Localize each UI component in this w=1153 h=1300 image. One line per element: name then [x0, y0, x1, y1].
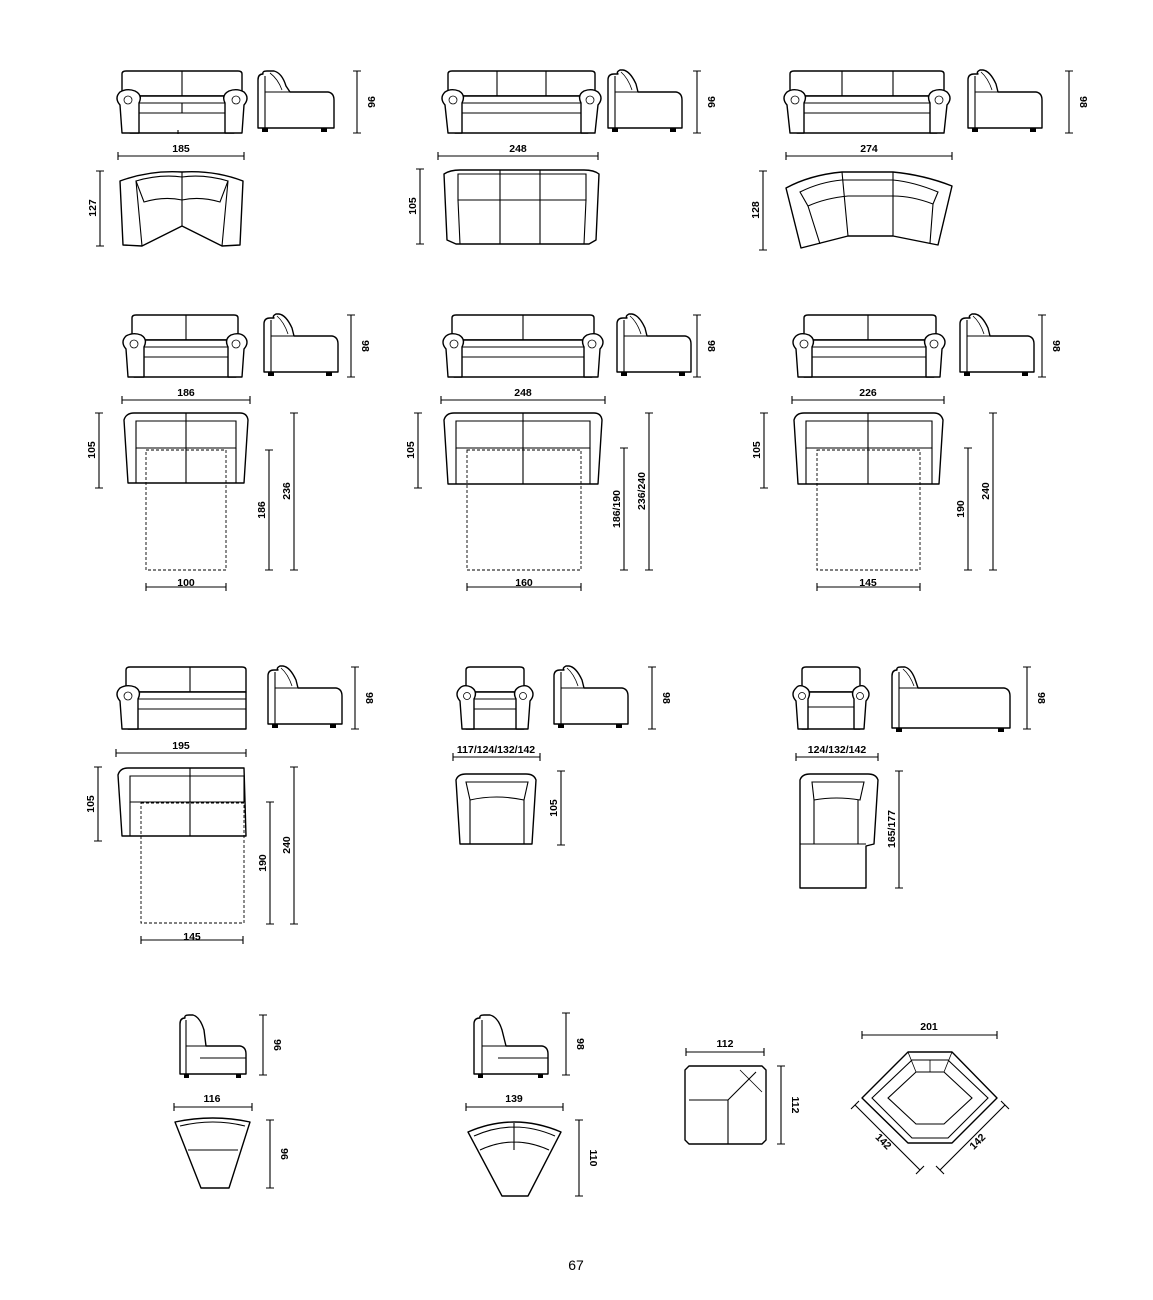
dim-height-5 — [693, 315, 717, 377]
dim-bed-width-6 — [817, 577, 920, 591]
dim-width-10 — [174, 1093, 252, 1111]
dim-bed-width-6-label: 145 — [859, 577, 877, 589]
sofa-274-front-view — [784, 71, 950, 133]
corner-112-top-view — [685, 1066, 766, 1144]
dim-width-12 — [686, 1038, 764, 1056]
dim-bed-len-5 — [611, 448, 628, 570]
dim-height-3 — [1065, 71, 1089, 133]
dim-height-7-label: 98 — [363, 692, 375, 704]
dim-height-7 — [351, 667, 375, 729]
armchair-side-view — [554, 666, 628, 728]
dim-bed-len-6 — [955, 448, 972, 570]
dim-width-11-label: 139 — [505, 1093, 523, 1105]
dim-width-5 — [441, 387, 605, 404]
sofabed-226-side-view — [960, 314, 1034, 376]
dim-total-len-6-label: 240 — [980, 482, 992, 500]
dim-width-6 — [792, 387, 944, 404]
dim-total-len-4-label: 236 — [281, 482, 293, 500]
dim-height-11-label: 98 — [574, 1038, 586, 1050]
sofabed-226-front-view — [793, 315, 945, 377]
dim-bed-width-4-label: 100 — [177, 577, 195, 589]
dim-depth-5-label: 105 — [405, 441, 417, 459]
dim-length-9 — [886, 771, 903, 888]
dim-depth-1-label: 127 — [87, 199, 99, 217]
dim-depth-2-label: 105 — [407, 197, 419, 215]
dim-width-11 — [466, 1093, 563, 1111]
sofabed-248-front-view — [443, 315, 603, 377]
sofa-185-front-view — [117, 71, 247, 134]
dim-depth-5 — [405, 413, 422, 488]
dim-width-2-label: 248 — [509, 143, 527, 155]
sofa-185-top-view — [120, 172, 243, 246]
dim-bed-len-4 — [256, 450, 273, 570]
dim-width-1-label: 185 — [172, 143, 190, 155]
dim-height-4-label: 98 — [359, 340, 371, 352]
chaise-front-view — [793, 667, 869, 729]
dim-depth-4-label: 105 — [86, 441, 98, 459]
dim-width-7 — [116, 740, 246, 757]
dim-width-2 — [438, 143, 598, 160]
dim-height-8-label: 98 — [660, 692, 672, 704]
dim-width-1 — [118, 143, 244, 160]
dim-width-8-label: 117/124/132/142 — [456, 744, 536, 756]
dim-depth-12-label: 112 — [789, 1096, 801, 1114]
dim-height-3-label: 98 — [1077, 96, 1089, 108]
sofabed-226-top-view — [794, 413, 943, 570]
dim-width-3 — [786, 143, 952, 160]
sofa-274-side-view — [968, 70, 1042, 132]
dim-width-6-label: 226 — [859, 387, 877, 399]
dim-depth-3 — [750, 171, 767, 250]
wedge-139-side-view — [474, 1015, 548, 1078]
dim-total-len-7 — [281, 767, 298, 924]
dim-height-4 — [347, 315, 371, 377]
dim-height-11 — [562, 1013, 586, 1075]
dim-depth-4 — [86, 413, 103, 488]
armchair-front-view — [457, 667, 533, 729]
dim-depth-10 — [266, 1120, 290, 1188]
sofa-248-front-view — [442, 71, 601, 133]
dim-total-len-7-label: 240 — [281, 836, 293, 854]
dim-bed-len-6-label: 190 — [955, 500, 967, 518]
dim-bed-len-7 — [257, 802, 274, 924]
page-number: 67 — [568, 1257, 584, 1273]
dim-depth-1 — [87, 171, 104, 246]
dim-height-6 — [1038, 315, 1062, 377]
dim-height-10 — [259, 1015, 283, 1075]
dim-depth-11 — [575, 1120, 599, 1196]
wedge-116-side-view — [180, 1015, 246, 1078]
dim-height-8 — [648, 667, 672, 729]
dim-height-10-label: 96 — [271, 1039, 283, 1051]
sofa-248-side-view — [608, 70, 682, 132]
dim-bed-len-7-label: 190 — [257, 854, 269, 872]
dim-height-2-label: 96 — [705, 96, 717, 108]
dim-depth-3-label: 128 — [750, 201, 762, 219]
chaise-side-view — [892, 667, 1010, 732]
dim-total-len-6 — [980, 413, 997, 570]
dim-height-2 — [693, 71, 717, 133]
sofabed-186-top-view — [124, 413, 248, 570]
armchair-top-view — [456, 774, 536, 844]
dim-width-12-label: 112 — [716, 1038, 734, 1050]
dim-depth-12 — [777, 1066, 801, 1144]
dim-height-5-label: 98 — [705, 340, 717, 352]
dim-width-9-label: 124/132/142 — [807, 744, 867, 756]
dim-width-9 — [796, 744, 878, 761]
dim-total-len-5 — [636, 413, 653, 570]
sofabed-186-side-view — [264, 314, 338, 376]
dim-total-len-4 — [281, 413, 298, 570]
dim-total-len-5-label: 236/240 — [636, 472, 648, 510]
dim-width-13-label: 201 — [920, 1021, 938, 1033]
wedge-139-top-view — [468, 1122, 561, 1196]
dim-side-a-13-label: 142 — [872, 1131, 894, 1153]
dim-bed-width-7-label: 145 — [183, 931, 201, 943]
dim-depth-10-label: 96 — [278, 1148, 290, 1160]
dim-length-9-label: 165/177 — [886, 810, 898, 848]
dim-bed-width-7 — [141, 931, 243, 944]
sofabed-195-top-view — [118, 768, 246, 923]
dim-height-1-label: 96 — [365, 96, 377, 108]
sofa-274-top-view — [786, 172, 952, 248]
dim-width-8 — [453, 744, 540, 761]
sofa-185-side-view — [258, 71, 334, 132]
dim-depth-2 — [407, 169, 424, 244]
dim-height-9 — [1023, 667, 1047, 729]
dim-depth-6-label: 105 — [751, 441, 763, 459]
dim-width-13 — [862, 1021, 997, 1039]
dim-depth-11-label: 110 — [587, 1149, 599, 1167]
dim-height-1 — [353, 71, 377, 133]
sofabed-186-front-view — [123, 315, 247, 377]
dim-width-5-label: 248 — [514, 387, 532, 399]
dim-width-4-label: 186 — [177, 387, 195, 399]
dim-bed-width-5-label: 160 — [515, 577, 533, 589]
sofabed-195-front-view — [117, 667, 246, 729]
dim-height-9-label: 98 — [1035, 692, 1047, 704]
dim-width-3-label: 274 — [860, 143, 878, 155]
dim-width-7-label: 195 — [172, 740, 190, 752]
dim-depth-7-label: 105 — [85, 795, 97, 813]
dim-bed-width-5 — [467, 577, 581, 591]
corner-201-top-view — [862, 1052, 997, 1143]
dim-width-10-label: 116 — [203, 1093, 221, 1105]
dim-depth-8-label: 105 — [548, 799, 560, 817]
dim-bed-width-4 — [146, 577, 226, 591]
dim-bed-len-5-label: 186/190 — [611, 490, 623, 528]
dim-depth-6 — [751, 413, 768, 488]
sofabed-248-side-view — [617, 314, 691, 376]
chaise-top-view — [800, 774, 878, 888]
sofabed-248-top-view — [444, 413, 602, 570]
wedge-116-top-view — [175, 1118, 250, 1188]
dim-height-6-label: 98 — [1050, 340, 1062, 352]
sofa-248-top-view — [444, 170, 599, 244]
dim-width-4 — [122, 387, 250, 404]
dim-bed-len-4-label: 186 — [256, 501, 268, 519]
dim-depth-8 — [548, 771, 565, 845]
sofabed-195-side-view — [268, 666, 342, 728]
dim-side-b-13-label: 142 — [967, 1131, 989, 1153]
dim-depth-7 — [85, 767, 102, 841]
